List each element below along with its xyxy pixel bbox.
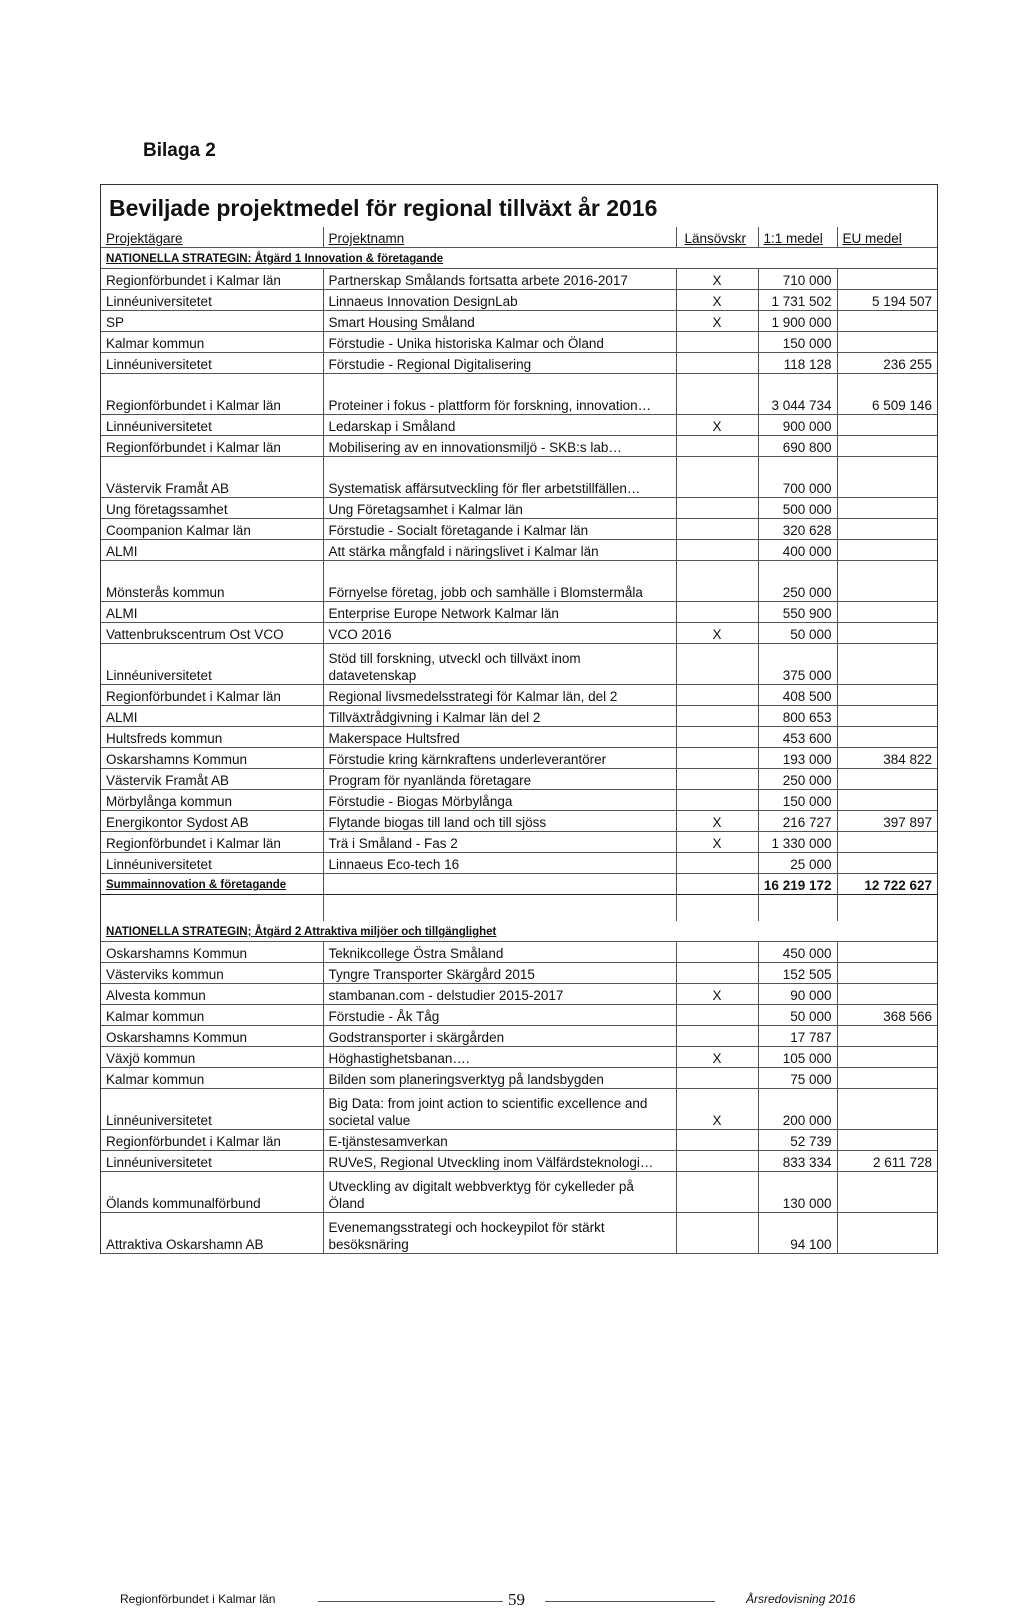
medel-value: 710 000 [758,269,837,290]
project-name: Tyngre Transporter Skärgård 2015 [323,963,676,984]
project-name: stambanan.com - delstudier 2015-2017 [323,984,676,1005]
lansovskr-mark: X [676,623,758,644]
eu-medel-value [837,540,937,561]
medel-value: 90 000 [758,984,837,1005]
eu-medel-value: 5 194 507 [837,290,937,311]
table-row [101,706,937,727]
table-row [101,1026,937,1047]
eu-medel-value [837,1213,937,1254]
project-owner: Regionförbundet i Kalmar län [101,374,323,415]
medel-value: 150 000 [758,790,837,811]
table-row [101,623,937,644]
spacer-cell [101,895,323,922]
eu-medel-value [837,436,937,457]
eu-medel-value [837,963,937,984]
project-owner: Linnéuniversitetet [101,290,323,311]
table-row [101,311,937,332]
project-name: Förnyelse företag, jobb och samhälle i Blomstermåla [323,561,676,602]
lansovskr-mark [676,1026,758,1047]
project-name: Höghastighetsbanan…. [323,1047,676,1068]
project-owner: ALMI [101,602,323,623]
lansovskr-mark [676,963,758,984]
table-row [101,269,937,290]
project-name: VCO 2016 [323,623,676,644]
table-row [101,1068,937,1089]
lansovskr-mark [676,769,758,790]
project-name: Förstudie - Åk Tåg [323,1005,676,1026]
project-owner: Hultsfreds kommun [101,727,323,748]
lansovskr-mark [676,332,758,353]
lansovskr-mark [676,1213,758,1254]
lansovskr-mark [676,353,758,374]
col-header-projektagare: Projektägare [101,227,323,248]
table-row [101,790,937,811]
project-name: Linnaeus Innovation DesignLab [323,290,676,311]
project-owner: Västervik Framåt AB [101,457,323,498]
eu-medel-value [837,984,937,1005]
medel-value: 400 000 [758,540,837,561]
footer-rule-right [545,1601,715,1602]
table-row [101,644,937,685]
eu-medel-value [837,623,937,644]
project-owner: Mörbylånga kommun [101,790,323,811]
table-row [101,832,937,853]
project-owner: Kalmar kommun [101,332,323,353]
project-owner: Vattenbrukscentrum Ost VCO [101,623,323,644]
table-row [101,811,937,832]
medel-value: 118 128 [758,353,837,374]
project-name: Linnaeus Eco-tech 16 [323,853,676,874]
project-owner: Linnéuniversitetet [101,415,323,436]
col-header-projektnamn: Projektnamn [323,227,676,248]
table-row [101,561,937,602]
project-name: Regional livsmedelsstrategi för Kalmar län, del 2 [323,685,676,706]
project-name: Förstudie - Regional Digitalisering [323,353,676,374]
sum-label: Summainnovation & företagande [101,874,323,895]
project-owner: Linnéuniversitetet [101,853,323,874]
project-owner: ALMI [101,706,323,727]
table-row [101,415,937,436]
eu-medel-value: 2 611 728 [837,1151,937,1172]
medel-value: 250 000 [758,769,837,790]
column-header-row [101,227,937,248]
medel-value: 216 727 [758,811,837,832]
spacer-cell [323,895,676,922]
medel-value: 50 000 [758,623,837,644]
medel-value: 700 000 [758,457,837,498]
project-owner: Kalmar kommun [101,1005,323,1026]
table-row [101,602,937,623]
table-row [101,1005,937,1026]
medel-value: 50 000 [758,1005,837,1026]
spacer-cell [676,895,758,922]
sum-row [101,874,937,895]
medel-value: 1 731 502 [758,290,837,311]
lansovskr-mark [676,374,758,415]
project-name: Ung Företagsamhet i Kalmar län [323,498,676,519]
project-owner: Västervik Framåt AB [101,769,323,790]
spacer-row [101,895,937,922]
col-header-eu-medel: EU medel [837,227,937,248]
col-header-medel: 1:1 medel [758,227,837,248]
project-owner: Regionförbundet i Kalmar län [101,832,323,853]
project-name: Mobilisering av en innovationsmiljö - SKB:s lab… [323,436,676,457]
eu-medel-value: 6 509 146 [837,374,937,415]
lansovskr-mark [676,561,758,602]
medel-value: 900 000 [758,415,837,436]
project-name: Förstudie - Socialt företagande i Kalmar län [323,519,676,540]
lansovskr-mark: X [676,811,758,832]
lansovskr-mark: X [676,984,758,1005]
medel-value: 150 000 [758,332,837,353]
footer-organization: Regionförbundet i Kalmar län [120,1592,276,1606]
eu-medel-value [837,1047,937,1068]
lansovskr-mark [676,644,758,685]
project-name: Trä i Småland - Fas 2 [323,832,676,853]
table-row [101,436,937,457]
medel-value: 1 900 000 [758,311,837,332]
project-owner: Linnéuniversitetet [101,644,323,685]
medel-value: 690 800 [758,436,837,457]
project-name: Godstransporter i skärgården [323,1026,676,1047]
eu-medel-value [837,561,937,602]
eu-medel-value [837,790,937,811]
table-row [101,1089,937,1130]
sum-eu-medel: 12 722 627 [837,874,937,895]
eu-medel-value [837,769,937,790]
project-name: Förstudie kring kärnkraftens underleverantörer [323,748,676,769]
lansovskr-mark: X [676,832,758,853]
medel-value: 193 000 [758,748,837,769]
table-row [101,1047,937,1068]
eu-medel-value [837,1130,937,1151]
medel-value: 75 000 [758,1068,837,1089]
lansovskr-mark [676,498,758,519]
project-owner: Regionförbundet i Kalmar län [101,269,323,290]
medel-value: 375 000 [758,644,837,685]
eu-medel-value [837,727,937,748]
lansovskr-mark [676,1151,758,1172]
medel-value: 152 505 [758,963,837,984]
eu-medel-value [837,1026,937,1047]
eu-medel-value [837,269,937,290]
spacer-cell [837,895,937,922]
col-header-lansovskr: Länsövskr [676,227,758,248]
project-name: Smart Housing Småland [323,311,676,332]
sum-empty [323,874,676,895]
lansovskr-mark [676,790,758,811]
sum-empty [676,874,758,895]
medel-value: 1 330 000 [758,832,837,853]
table-row [101,540,937,561]
eu-medel-value: 397 897 [837,811,937,832]
table-row [101,727,937,748]
lansovskr-mark [676,1172,758,1213]
table-row [101,963,937,984]
medel-value: 833 334 [758,1151,837,1172]
medel-value: 550 900 [758,602,837,623]
project-owner: Växjö kommun [101,1047,323,1068]
lansovskr-mark [676,540,758,561]
eu-medel-value [837,498,937,519]
medel-value: 453 600 [758,727,837,748]
table-row [101,332,937,353]
lansovskr-mark [676,748,758,769]
project-name: Big Data: from joint action to scientific excellence and societal value [323,1089,676,1130]
lansovskr-mark: X [676,415,758,436]
section-heading-innovation-label: NATIONELLA STRATEGIN: Åtgärd 1 Innovation & företagande [101,248,937,269]
medel-value: 500 000 [758,498,837,519]
project-name: Partnerskap Smålands fortsatta arbete 2016-2017 [323,269,676,290]
project-owner: Västerviks kommun [101,963,323,984]
medel-value: 320 628 [758,519,837,540]
section-heading-innovation [101,248,937,269]
footer-rule-left [318,1601,503,1602]
lansovskr-mark [676,436,758,457]
project-owner: Oskarshamns Kommun [101,1026,323,1047]
appendix-label: Bilaga 2 [143,140,216,161]
project-name: Bilden som planeringsverktyg på landsbygden [323,1068,676,1089]
medel-value: 130 000 [758,1172,837,1213]
table-row [101,519,937,540]
table-row [101,769,937,790]
project-name: Tillväxtrådgivning i Kalmar län del 2 [323,706,676,727]
eu-medel-value [837,853,937,874]
lansovskr-mark: X [676,290,758,311]
sum-medel: 16 219 172 [758,874,837,895]
section-heading-attractive [101,921,937,942]
project-owner: Oskarshamns Kommun [101,942,323,963]
project-owner: Regionförbundet i Kalmar län [101,1130,323,1151]
table-row [101,457,937,498]
funds-table-body [101,227,937,1254]
lansovskr-mark: X [676,311,758,332]
section-heading-attractive-label: NATIONELLA STRATEGIN; Åtgärd 2 Attraktiva miljöer och tillgänglighet [101,921,937,942]
project-name: Teknikcollege Östra Småland [323,942,676,963]
project-name: Enterprise Europe Network Kalmar län [323,602,676,623]
medel-value: 17 787 [758,1026,837,1047]
project-owner: Ölands kommunalförbund [101,1172,323,1213]
table-row [101,1151,937,1172]
table-title: Beviljade projektmedel för regional tillväxt år 2016 [109,195,658,221]
medel-value: 94 100 [758,1213,837,1254]
medel-value: 408 500 [758,685,837,706]
lansovskr-mark [676,1130,758,1151]
eu-medel-value [837,1068,937,1089]
eu-medel-value [837,1172,937,1213]
medel-value: 25 000 [758,853,837,874]
lansovskr-mark [676,942,758,963]
project-name: Förstudie - Unika historiska Kalmar och Öland [323,332,676,353]
lansovskr-mark [676,457,758,498]
project-name: Förstudie - Biogas Mörbylånga [323,790,676,811]
project-name: Ledarskap i Småland [323,415,676,436]
project-name: E-tjänstesamverkan [323,1130,676,1151]
lansovskr-mark [676,727,758,748]
project-owner: Regionförbundet i Kalmar län [101,436,323,457]
project-owner: SP [101,311,323,332]
project-owner: Linnéuniversitetet [101,353,323,374]
eu-medel-value [837,415,937,436]
project-name: Systematisk affärsutveckling för fler arbetstillfällen… [323,457,676,498]
medel-value: 52 739 [758,1130,837,1151]
medel-value: 800 653 [758,706,837,727]
project-name: Flytande biogas till land och till sjöss [323,811,676,832]
eu-medel-value: 236 255 [837,353,937,374]
project-name: Stöd till forskning, utveckl och tillväxt inom datavetenskap [323,644,676,685]
project-owner: Regionförbundet i Kalmar län [101,685,323,706]
table-row [101,1130,937,1151]
eu-medel-value [837,685,937,706]
spacer-cell [758,895,837,922]
project-name: RUVeS, Regional Utveckling inom Välfärdsteknologi… [323,1151,676,1172]
table-row [101,1172,937,1213]
lansovskr-mark [676,519,758,540]
project-name: Program för nyanlända företagare [323,769,676,790]
eu-medel-value [837,644,937,685]
eu-medel-value [837,1089,937,1130]
project-name: Utveckling av digitalt webbverktyg för cykelleder på Öland [323,1172,676,1213]
table-row [101,942,937,963]
eu-medel-value [837,519,937,540]
lansovskr-mark: X [676,1089,758,1130]
table-row [101,374,937,415]
lansovskr-mark [676,706,758,727]
project-owner: Linnéuniversitetet [101,1151,323,1172]
lansovskr-mark: X [676,1047,758,1068]
table-row [101,353,937,374]
medel-value: 3 044 734 [758,374,837,415]
lansovskr-mark [676,685,758,706]
project-owner: Energikontor Sydost AB [101,811,323,832]
lansovskr-mark [676,853,758,874]
table-row [101,853,937,874]
eu-medel-value [837,706,937,727]
medel-value: 250 000 [758,561,837,602]
medel-value: 105 000 [758,1047,837,1068]
table-row [101,1213,937,1254]
page-number: 59 [508,1590,525,1609]
funds-table [101,227,937,1254]
eu-medel-value: 384 822 [837,748,937,769]
table-row [101,685,937,706]
lansovskr-mark: X [676,269,758,290]
eu-medel-value [837,942,937,963]
footer-report-title: Årsredovisning 2016 [746,1592,856,1606]
project-owner: Kalmar kommun [101,1068,323,1089]
eu-medel-value: 368 566 [837,1005,937,1026]
project-owner: Oskarshamns Kommun [101,748,323,769]
project-owner: Linnéuniversitetet [101,1089,323,1130]
medel-value: 200 000 [758,1089,837,1130]
table-row [101,748,937,769]
project-name: Evenemangsstrategi och hockeypilot för stärkt besöksnäring [323,1213,676,1254]
project-owner: Alvesta kommun [101,984,323,1005]
project-owner: Mönsterås kommun [101,561,323,602]
table-row [101,498,937,519]
lansovskr-mark [676,1068,758,1089]
eu-medel-value [837,457,937,498]
lansovskr-mark [676,602,758,623]
project-owner: Coompanion Kalmar län [101,519,323,540]
lansovskr-mark [676,1005,758,1026]
eu-medel-value [837,602,937,623]
table-row [101,290,937,311]
medel-value: 450 000 [758,942,837,963]
eu-medel-value [837,832,937,853]
table-row [101,984,937,1005]
eu-medel-value [837,311,937,332]
project-owner: Ung företagssamhet [101,498,323,519]
eu-medel-value [837,332,937,353]
project-name: Makerspace Hultsfred [323,727,676,748]
project-name: Proteiner i fokus - plattform för forskning, innovation… [323,374,676,415]
project-owner: Attraktiva Oskarshamn AB [101,1213,323,1254]
project-funds-table [100,184,938,1254]
project-name: Att stärka mångfald i näringslivet i Kalmar län [323,540,676,561]
project-owner: ALMI [101,540,323,561]
